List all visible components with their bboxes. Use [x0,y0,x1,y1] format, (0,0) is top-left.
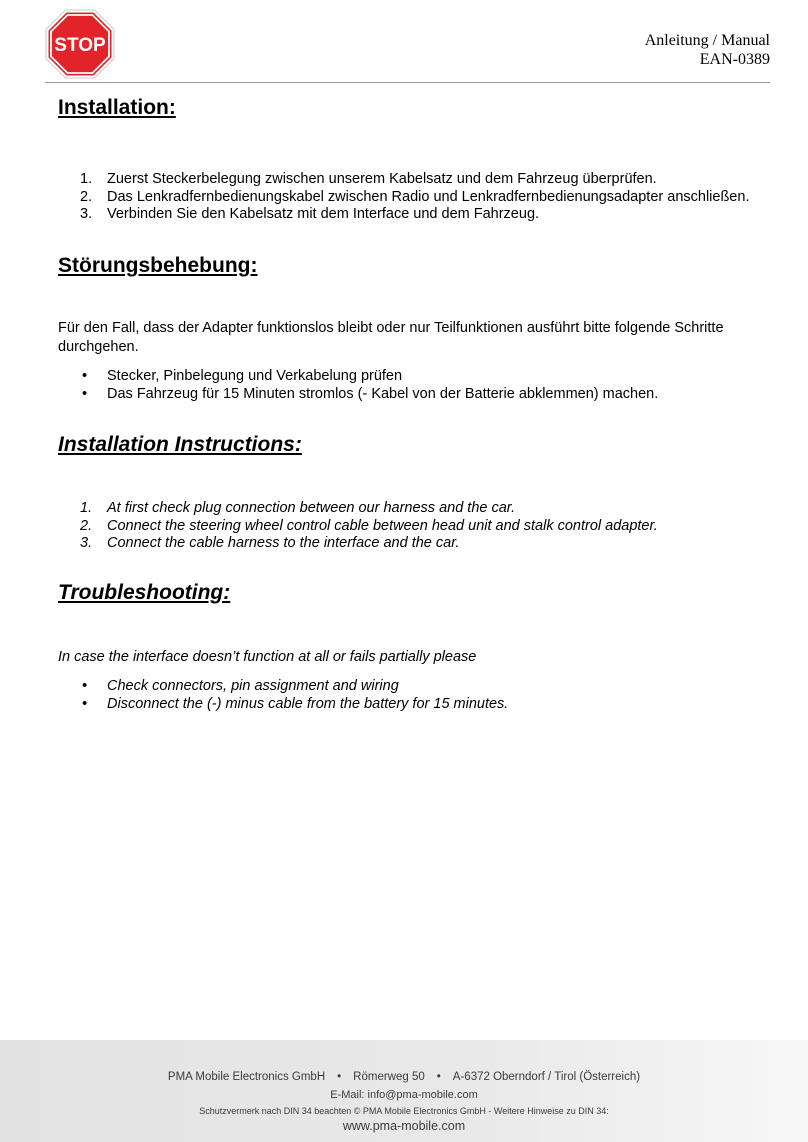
footer-city: A-6372 Oberndorf / Tirol (Österreich) [452,1071,641,1083]
heading-installation-instructions: Installation Instructions: [58,433,302,456]
footer-address: PMA Mobile Electronics GmbH • Römerweg 50 • A-6372 Oberndorf / Tirol (Österreich) [167,1071,641,1083]
footer-street: Römerweg 50 [353,1071,425,1083]
troubleshooting-items-en [58,678,508,713]
installation-steps-de [58,171,749,224]
list-item: 3. Verbinden Sie den Kabelsatz mit dem Interface und dem Fahrzeug. [80,206,540,222]
stop-sign-logo [45,9,115,79]
logo-text: STOP [54,35,106,56]
troubleshooting-intro-de: Für den Fall, dass der Adapter funktionslos bleibt oder nur Teilfunktionen ausführt bitte folgende Schritte durchgehen. [58,320,724,355]
footer-email[interactable]: E-Mail: info@pma-mobile.com [330,1089,478,1101]
list-item: • Das Fahrzeug für 15 Minuten stromlos (- Kabel von der Batterie abklemmen) machen. [82,385,659,402]
list-item: 2. Das Lenkradfernbedienungskabel zwischen Radio und Lenkradfernbedienungsadapter anschließen. [80,188,750,205]
list-item: 2. Connect the steering wheel control cable between head unit and stalk control adapter. [80,517,658,534]
footer-company: PMA Mobile Electronics GmbH [167,1071,326,1083]
footer-copyright: Schutzvermerk nach DIN 34 beachten © PMA Mobile Electronics GmbH - Weitere Hinweise zu DIN 34: [199,1106,609,1116]
list-item: 1. At first check plug connection between our harness and the car. [80,500,516,516]
list-item: • Check connectors, pin assignment and wiring [82,678,399,694]
heading-troubleshooting-en: Troubleshooting: [58,581,231,604]
footer-website-link[interactable]: www.pma-mobile.com [342,1119,466,1133]
doc-type: Anleitung / Manual [644,32,770,49]
heading-installation: Installation: [58,96,176,119]
troubleshooting-intro-en: In case the interface doesn’t function at all or fails partially please [58,649,477,665]
troubleshooting-items-de [58,368,658,403]
list-item: • Disconnect the (-) minus cable from the battery for 15 minutes. [82,695,509,712]
list-item: • Stecker, Pinbelegung und Verkabelung prüfen [82,368,403,384]
list-item: 1. Zuerst Steckerbelegung zwischen unserem Kabelsatz und dem Fahrzeug überprüfen. [80,171,657,187]
list-item: 3. Connect the cable harness to the interface and the car. [80,535,460,551]
header-divider [45,82,770,83]
installation-steps-en [58,500,658,553]
page-header [0,0,808,84]
ean-code: EAN-0389 [699,51,770,68]
heading-troubleshooting-de: Störungsbehebung: [58,254,258,277]
page-footer [0,1040,808,1142]
